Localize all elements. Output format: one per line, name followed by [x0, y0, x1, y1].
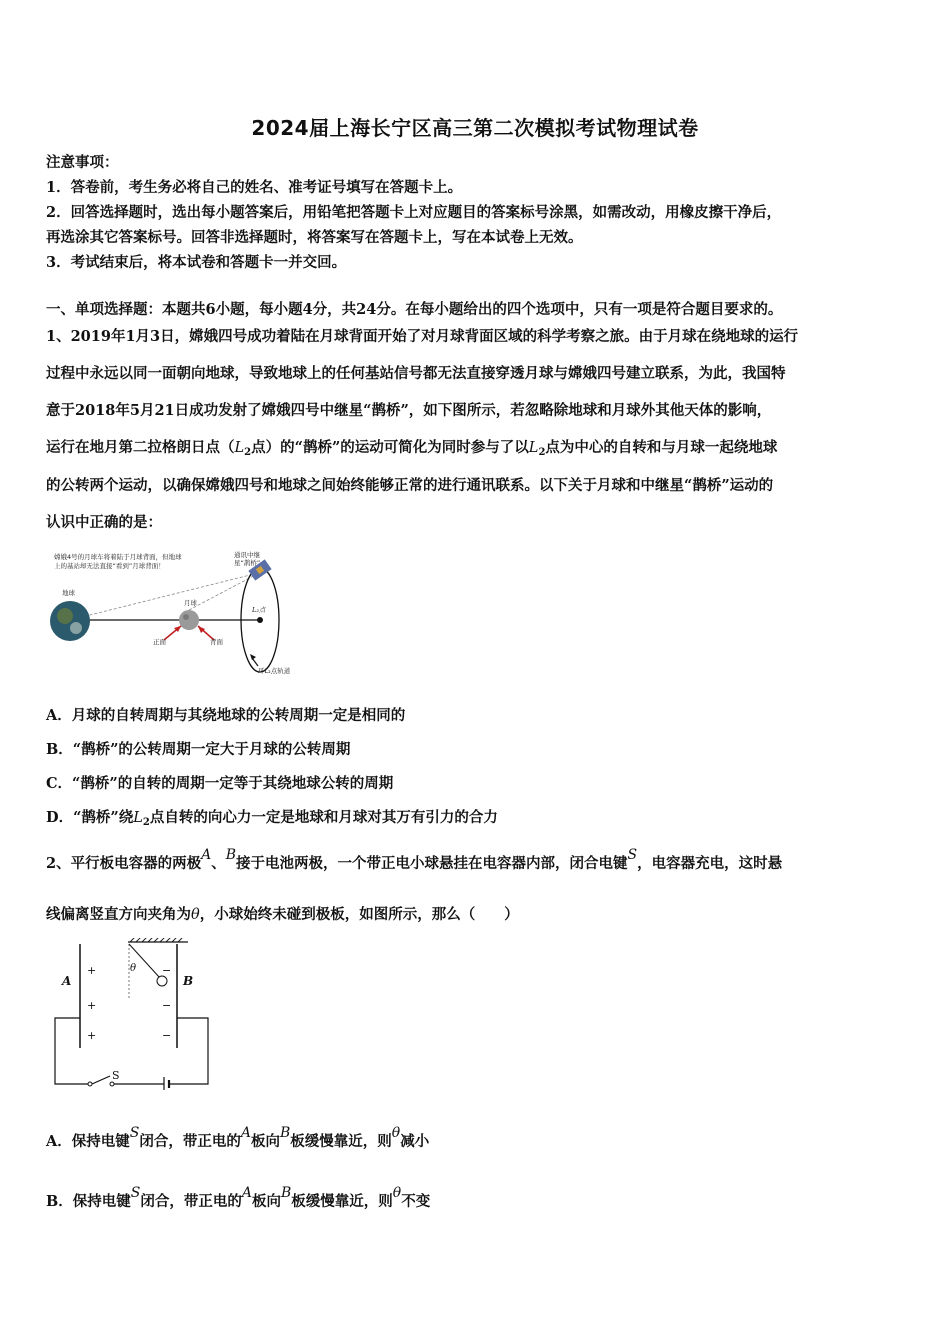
option-c: C．“鹊桥”的自转的周期一定等于其绕地球公转的周期 [46, 775, 394, 792]
switch-lever [92, 1076, 110, 1084]
notice-item: 1．答卷前，考生务必将自己的姓名、准考证号填写在答题卡上。 [46, 179, 463, 196]
plate-b-label: B [183, 974, 194, 988]
q2-line [46, 847, 783, 874]
option-text: D．“鹊桥”绕 [46, 809, 134, 826]
notice-item: 再选涂其它答案标号。回答非选择题时，将答案写在答题卡上，写在本试卷上无效。 [46, 229, 583, 246]
option-b: B．“鹊桥”的公转周期一定大于月球的公转周期 [46, 741, 351, 758]
wire [169, 1018, 208, 1084]
symbol-s: S [129, 1125, 140, 1141]
figure-note: 上的基站却无法直接“看到”月球背面！ [54, 562, 165, 570]
plus-sign: + [87, 964, 97, 977]
option-text: 闭合，带正电的 [139, 1133, 241, 1150]
earth-label: 地球 [62, 589, 75, 597]
wire [55, 1018, 88, 1084]
switch-contact [110, 1082, 114, 1086]
q2-text: 2、平行板电容器的两极 [46, 855, 202, 872]
q1-text: 运行在地月第二拉格朗日点（ [46, 439, 235, 456]
front-label: 正面 [153, 638, 166, 646]
q2-text: 接于电池两极，一个带正电小球悬挂在电容器内部，闭合电键 [236, 855, 628, 872]
option-text: 板向 [250, 1133, 280, 1150]
option-text: B．保持电键 [46, 1193, 131, 1210]
q1-line: 意于2018年5月21日成功发射了嫦娥四号中继星“鹊桥”，如下图所示，若忽略除地球和月球外其他天体的影响， [46, 402, 772, 419]
q2-option-a [46, 1125, 430, 1152]
charged-ball [157, 976, 167, 986]
notice-heading: 注意事项： [46, 154, 119, 171]
minus-sign: − [162, 964, 172, 977]
notice-item: 3．考试结束后，将本试卷和答题卡一并交回。 [46, 254, 347, 271]
arrow-icon [250, 654, 256, 660]
subscript: 2 [142, 817, 150, 828]
q2-text: 线偏离竖直方向夹角为 [46, 906, 191, 923]
q1-line: 认识中正确的是： [46, 514, 162, 531]
moon-label: 月球 [184, 599, 197, 607]
q1-line: 1、2019年1月3日，嫦娥四号成功着陆在月球背面开始了对月球背面区域的科学考察之旅。由于月球在绕地球的运行 [46, 328, 799, 345]
subscript: 2 [538, 447, 546, 458]
option-d [46, 808, 498, 830]
switch-contact [88, 1082, 92, 1086]
moon-icon [179, 610, 199, 630]
symbol-theta: θ [191, 907, 200, 923]
option-text: 闭合，带正电的 [140, 1193, 242, 1210]
l2-label: L₂点 [252, 606, 266, 614]
q2-option-b [46, 1185, 431, 1212]
q1-text: 点为中心的自转和与月球一起绕地球 [545, 439, 778, 456]
symbol-a: A [241, 1185, 252, 1201]
l2-point [257, 617, 263, 623]
option-text: 板缓慢靠近，则 [291, 1193, 393, 1210]
relay-label: 通讯中继 [234, 551, 260, 559]
minus-sign: − [162, 999, 172, 1012]
symbol-l: L [133, 810, 143, 826]
switch-label: S [112, 1069, 120, 1082]
plus-sign: + [87, 1029, 97, 1042]
q2-text: 、 [211, 855, 226, 872]
option-a: A．月球的自转周期与其绕地球的公转周期一定是相同的 [46, 707, 406, 724]
symbol-b: B [225, 847, 237, 863]
minus-sign: − [162, 1029, 172, 1042]
symbol-b: B [279, 1125, 291, 1141]
plate-a-label: A [62, 974, 72, 988]
option-text: 板向 [251, 1193, 281, 1210]
q2-text: ，电容器充电，这时悬 [637, 855, 783, 872]
earth-moon-l2-figure [46, 546, 316, 681]
symbol-theta: θ [391, 1125, 401, 1141]
q1-line [46, 438, 777, 460]
section-header: 一、单项选择题：本题共6小题，每小题4分，共24分。在每小题给出的四个选项中，只有一项是符合题目要求的。 [46, 301, 783, 318]
angle-label: θ [130, 963, 137, 974]
option-text: 板缓慢靠近，则 [290, 1133, 392, 1150]
orbit-label: 环L₂点轨道 [258, 667, 291, 675]
figure-note: 嫦娥4号的月球车将着陆于月球背面，但地球 [54, 553, 182, 561]
plus-sign: + [87, 999, 97, 1012]
symbol-b: B [280, 1185, 292, 1201]
q1-text: 点）的“鹊桥”的运动可简化为同时参与了以 [251, 439, 529, 456]
q1-line: 的公转两个运动，以确保嫦娥四号和地球之间始终能够正常的进行通讯联系。以下关于月球和中继星“鹊桥”运动的 [46, 477, 774, 494]
subscript: 2 [244, 447, 252, 458]
page-title: 2024届上海长宁区高三第二次模拟考试物理试卷 [251, 116, 699, 140]
relay-label: 星“鹊桥” [234, 559, 261, 567]
option-text: A．保持电键 [46, 1133, 130, 1150]
symbol-a: A [201, 847, 212, 863]
notice-item: 2．回答选择题时，选出每小题答案后，用铅笔把答题卡上对应题目的答案标号涂黑，如需改动，用橡皮擦干净后， [46, 204, 782, 221]
symbol-s: S [627, 847, 638, 863]
q1-line: 过程中永远以同一面朝向地球，导致地球上的任何基站信号都无法直接穿透月球与嫦娥四号建立联系，为此，我国特 [46, 365, 786, 382]
symbol-theta: θ [392, 1185, 402, 1201]
q2-line [46, 905, 519, 925]
option-text: 减小 [400, 1133, 430, 1150]
symbol-s: S [130, 1185, 141, 1201]
back-label: 背面 [210, 638, 223, 646]
capacitor-figure [50, 938, 215, 1090]
option-text: 不变 [401, 1193, 431, 1210]
q2-text: ，小球始终未碰到极板，如图所示，那么（ ） [199, 906, 519, 923]
option-text: 点自转的向心力一定是地球和月球对其万有引力的合力 [149, 809, 498, 826]
symbol-l: L [528, 440, 539, 456]
symbol-a: A [240, 1125, 251, 1141]
symbol-l: L [234, 440, 245, 456]
